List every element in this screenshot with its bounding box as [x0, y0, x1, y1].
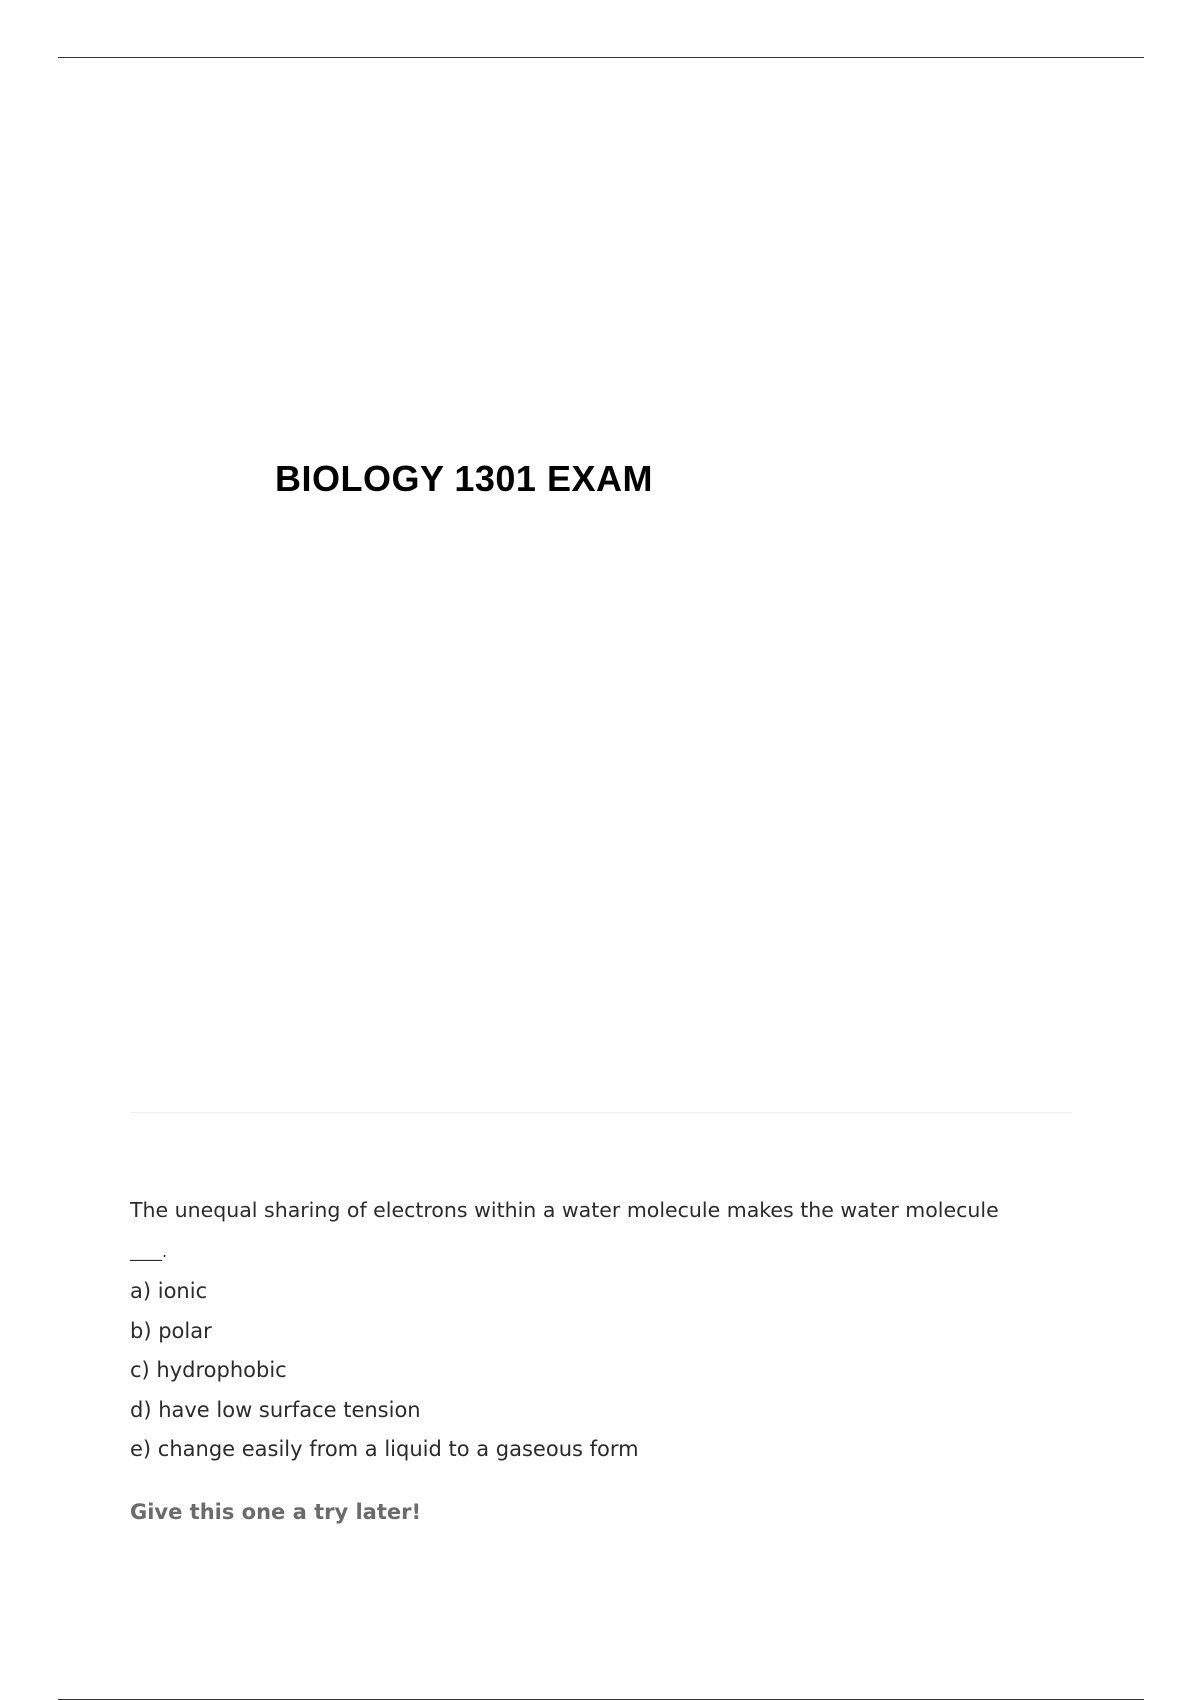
question-card [130, 1190, 1072, 1470]
option-c[interactable]: c) hydrophobic [130, 1358, 287, 1382]
option-d[interactable]: d) have low surface tension [130, 1397, 421, 1422]
answer-options [130, 1272, 1072, 1470]
card-divider [130, 1112, 1072, 1113]
try-later-prompt: Give this one a try later! [130, 1500, 422, 1524]
question-text [130, 1190, 1072, 1272]
option-b[interactable]: b) polar [130, 1318, 212, 1343]
answer-blank: ____. [130, 1242, 168, 1261]
option-e[interactable]: e) change easily from a liquid to a gaseous form [130, 1437, 639, 1461]
question-stem: The unequal sharing of electrons within a water molecule makes the water molecule [130, 1198, 999, 1222]
top-rule [58, 57, 1144, 58]
option-a[interactable]: a) ionic [130, 1279, 208, 1303]
document-title: BIOLOGY 1301 EXAM [275, 458, 653, 499]
